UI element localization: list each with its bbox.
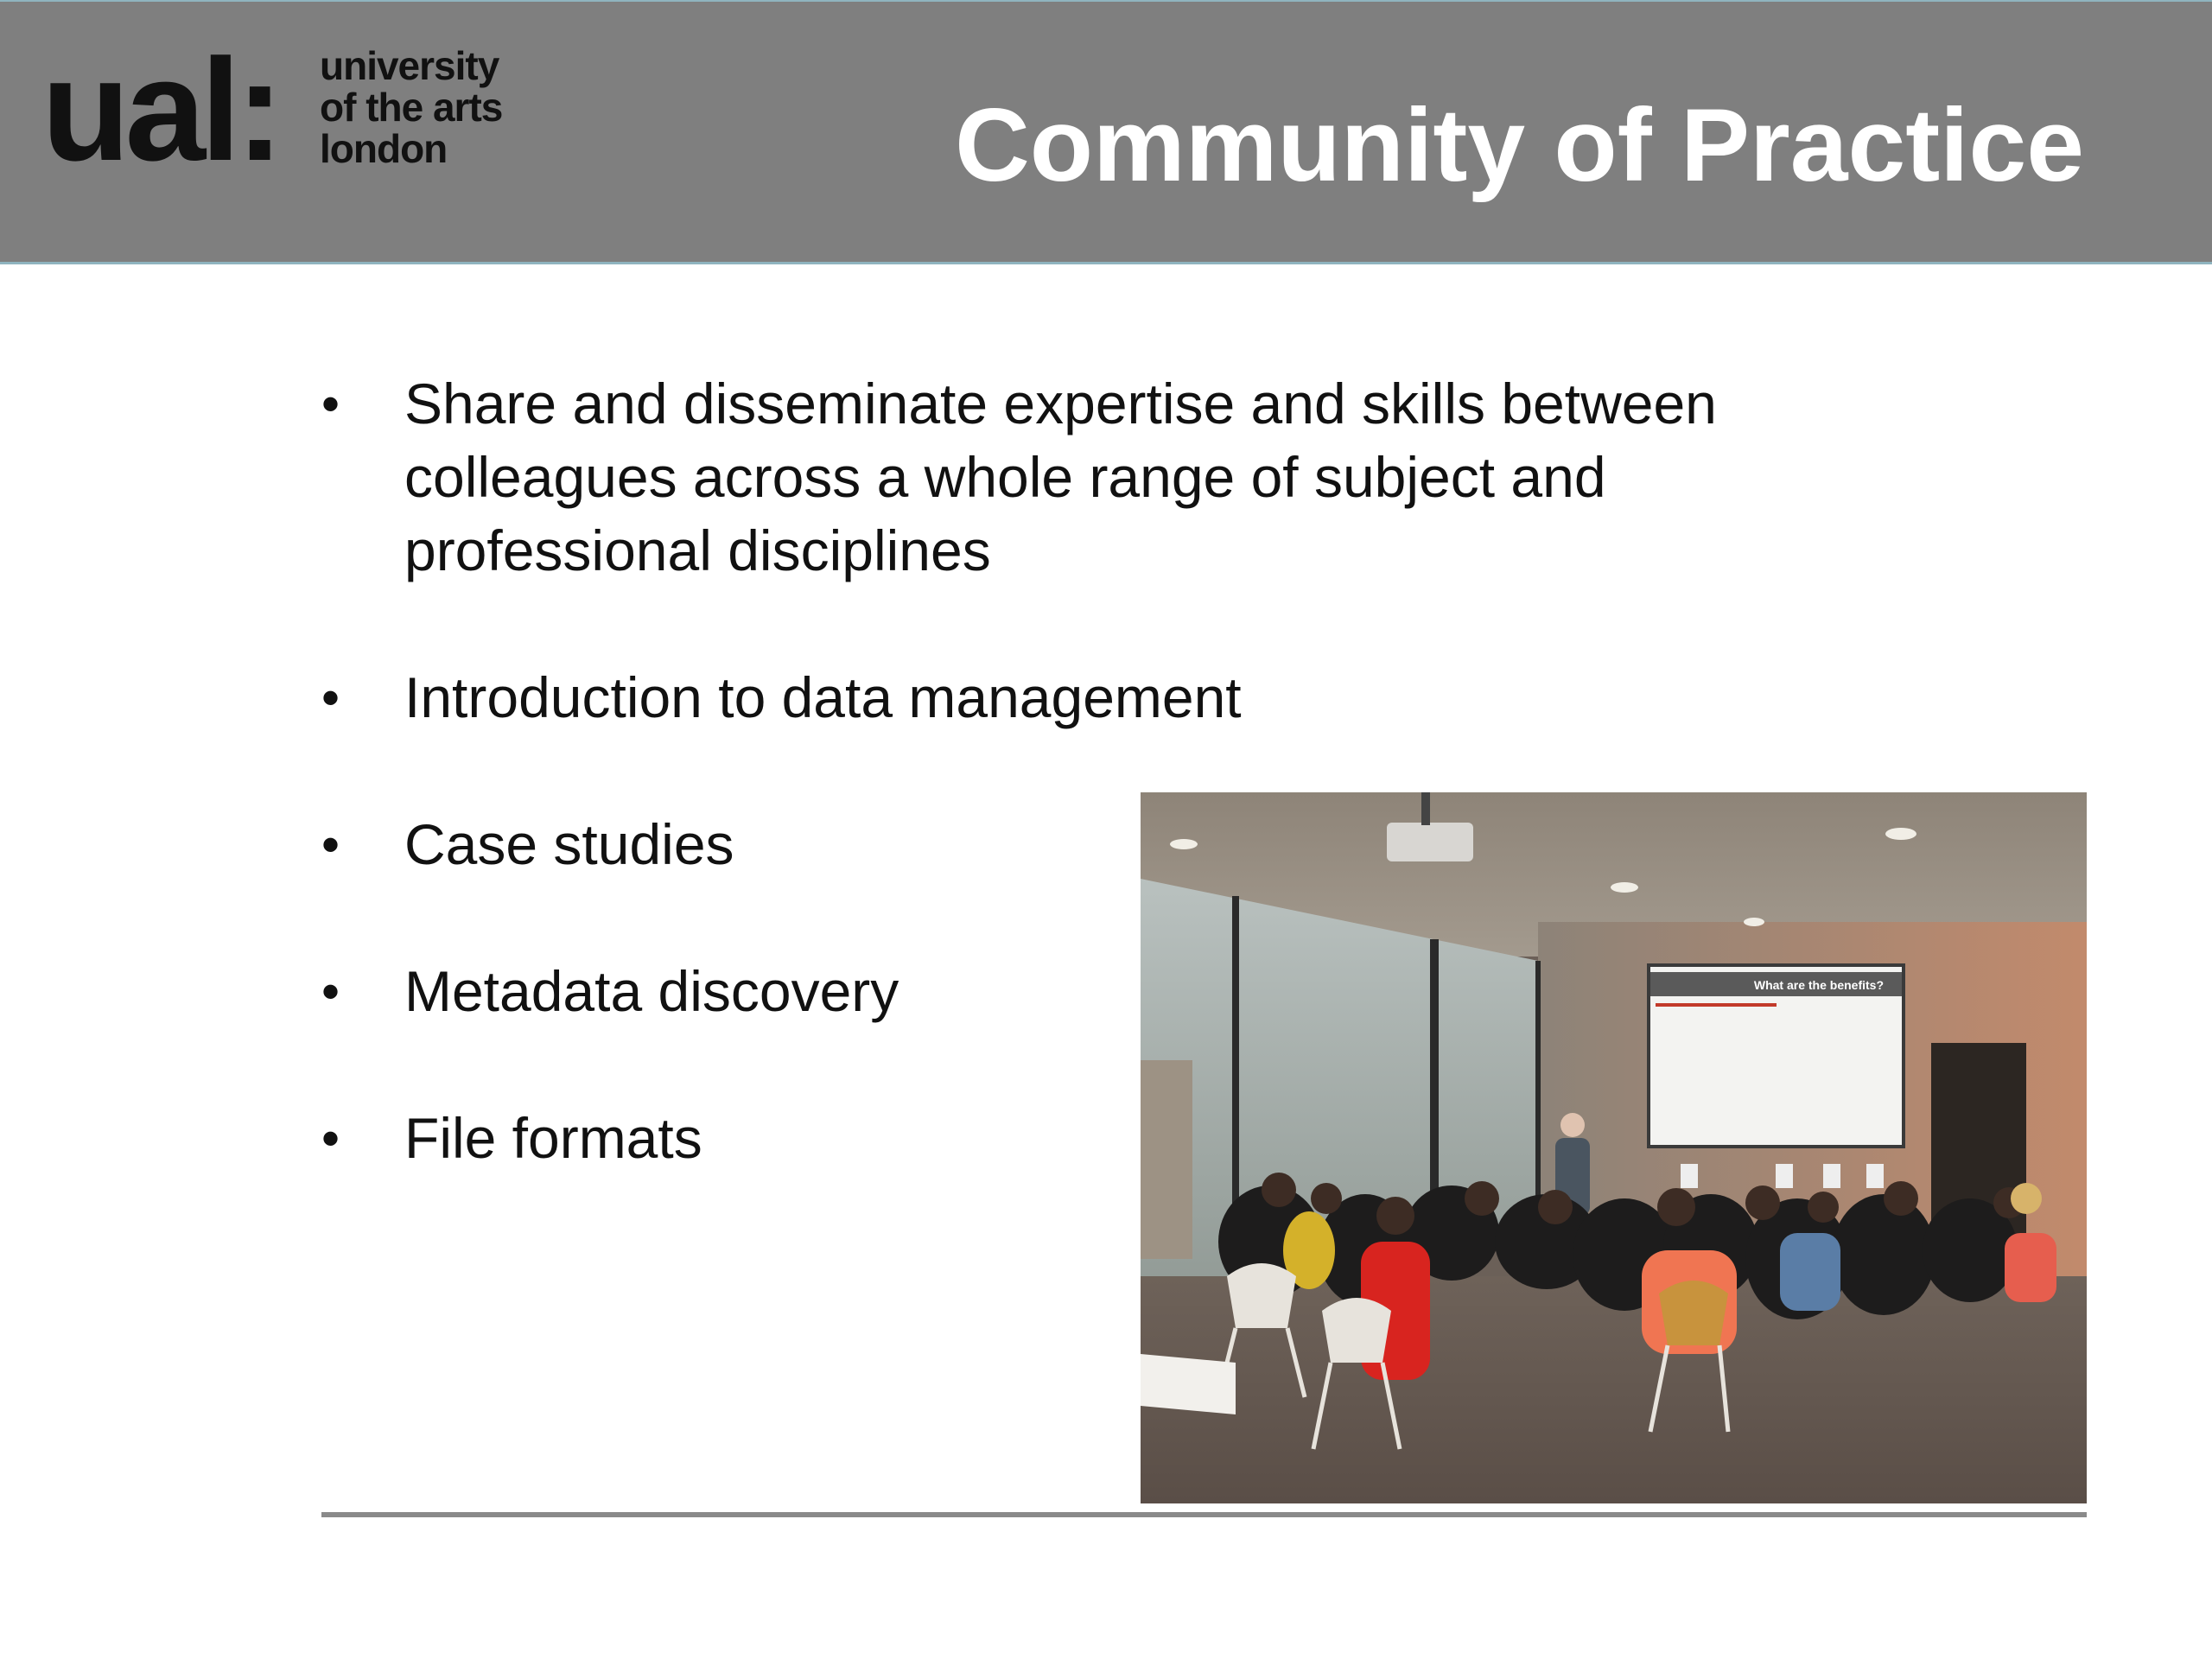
screen-text: What are the benefits? bbox=[1753, 978, 1884, 992]
footer-rule bbox=[321, 1512, 2087, 1517]
ual-logo bbox=[41, 29, 543, 191]
workshop-photo bbox=[1141, 792, 2087, 1503]
logo-line: london bbox=[320, 126, 448, 171]
logo-line: university bbox=[320, 43, 499, 88]
logo-line: of the arts bbox=[320, 85, 503, 130]
bullet-text: Share and disseminate expertise and skills between colleagues across a whole range of subject and professional disciplines bbox=[404, 372, 1717, 582]
logo-wordmark bbox=[320, 45, 502, 169]
bullet-marker: • bbox=[321, 669, 340, 727]
bullet-marker: • bbox=[321, 816, 340, 874]
bullet-text: Case studies bbox=[404, 812, 734, 876]
bullet-item bbox=[321, 367, 1877, 588]
bullet-marker: • bbox=[321, 963, 340, 1020]
bullet-text: Metadata discovery bbox=[404, 959, 899, 1023]
slide-title: Community of Practice bbox=[955, 87, 2084, 203]
bullet-marker: • bbox=[321, 375, 340, 433]
logo-mark: ual: bbox=[41, 29, 279, 191]
bullet-text: Introduction to data management bbox=[404, 665, 1242, 729]
bullet-item bbox=[321, 661, 1877, 734]
bullet-text: File formats bbox=[404, 1106, 702, 1170]
slide-header bbox=[0, 0, 2212, 264]
workshop-photo-illustration bbox=[1141, 792, 2087, 1503]
bullet-marker: • bbox=[321, 1109, 340, 1167]
